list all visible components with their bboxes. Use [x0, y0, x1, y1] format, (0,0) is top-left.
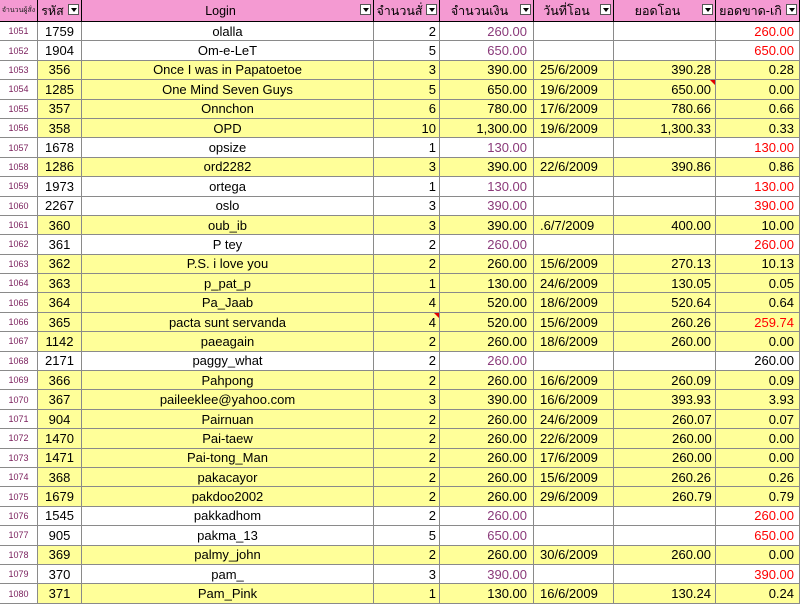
- amount-cell[interactable]: 390.00: [440, 158, 534, 177]
- qty-cell[interactable]: 1: [374, 138, 440, 157]
- transfer-date-cell[interactable]: 29/6/2009: [534, 487, 614, 506]
- qty-cell[interactable]: 5: [374, 41, 440, 60]
- qty-cell[interactable]: 5: [374, 80, 440, 99]
- header-id-label: รหัส: [41, 3, 64, 18]
- id-cell[interactable]: 357: [38, 100, 82, 119]
- table-row: [0, 371, 800, 390]
- balance-cell[interactable]: 260.00: [716, 22, 800, 41]
- amount-cell[interactable]: 390.00: [440, 390, 534, 409]
- balance-cell[interactable]: 260.00: [716, 352, 800, 371]
- transfer-date-cell[interactable]: [534, 138, 614, 157]
- header-amount[interactable]: [440, 0, 534, 22]
- header-login-label: Login: [205, 3, 236, 18]
- balance-cell[interactable]: 0.28: [716, 61, 800, 80]
- balance-cell[interactable]: 0.05: [716, 274, 800, 293]
- transferred-cell[interactable]: 520.64: [614, 293, 716, 312]
- login-cell[interactable]: One Mind Seven Guys: [82, 80, 374, 99]
- balance-cell[interactable]: 650.00: [716, 41, 800, 60]
- qty-cell[interactable]: 1: [374, 584, 440, 603]
- id-cell[interactable]: 1471: [38, 449, 82, 468]
- transferred-cell[interactable]: 260.07: [614, 410, 716, 429]
- amount-cell[interactable]: 260.00: [440, 410, 534, 429]
- amount-cell[interactable]: 260.00: [440, 487, 534, 506]
- transfer-date-cell[interactable]: 19/6/2009: [534, 119, 614, 138]
- balance-cell[interactable]: 260.00: [716, 507, 800, 526]
- table-row: [0, 584, 800, 603]
- amount-cell[interactable]: 650.00: [440, 41, 534, 60]
- table-row: [0, 138, 800, 157]
- filter-dropdown-icon[interactable]: [600, 4, 611, 15]
- amount-cell[interactable]: 260.00: [440, 507, 534, 526]
- id-cell[interactable]: 365: [38, 313, 82, 332]
- amount-cell[interactable]: 260.00: [440, 371, 534, 390]
- amount-cell[interactable]: 260.00: [440, 429, 534, 448]
- transferred-cell[interactable]: 400.00: [614, 216, 716, 235]
- transferred-cell[interactable]: [614, 526, 716, 545]
- balance-cell[interactable]: 0.86: [716, 158, 800, 177]
- amount-cell[interactable]: 520.00: [440, 293, 534, 312]
- login-cell[interactable]: olalla: [82, 22, 374, 41]
- table-row: [0, 449, 800, 468]
- id-cell[interactable]: 371: [38, 584, 82, 603]
- transfer-date-cell[interactable]: 15/6/2009: [534, 468, 614, 487]
- table-row: [0, 507, 800, 526]
- transfer-date-cell[interactable]: [534, 177, 614, 196]
- qty-cell[interactable]: 2: [374, 371, 440, 390]
- qty-cell[interactable]: 2: [374, 352, 440, 371]
- balance-cell[interactable]: 0.00: [716, 449, 800, 468]
- filter-dropdown-icon[interactable]: [702, 4, 713, 15]
- transfer-date-cell[interactable]: [534, 526, 614, 545]
- row-number-cell[interactable]: 1076: [0, 507, 38, 526]
- row-number-cell[interactable]: 1078: [0, 546, 38, 565]
- row-number-cell[interactable]: 1062: [0, 235, 38, 254]
- login-cell[interactable]: opsize: [82, 138, 374, 157]
- login-cell[interactable]: Om-e-LeT: [82, 41, 374, 60]
- header-transferred-label: ยอดโอน: [634, 3, 681, 18]
- login-cell[interactable]: pacta sunt servanda: [82, 313, 374, 332]
- transfer-date-cell[interactable]: [534, 565, 614, 584]
- transferred-cell[interactable]: 390.86: [614, 158, 716, 177]
- login-cell[interactable]: OPD: [82, 119, 374, 138]
- transferred-cell[interactable]: [614, 507, 716, 526]
- login-cell[interactable]: Pairnuan: [82, 410, 374, 429]
- id-cell[interactable]: 1285: [38, 80, 82, 99]
- header-row: [0, 0, 800, 22]
- row-number-cell[interactable]: 1063: [0, 255, 38, 274]
- balance-cell[interactable]: 10.00: [716, 216, 800, 235]
- qty-cell[interactable]: 2: [374, 332, 440, 351]
- row-number-cell[interactable]: 1068: [0, 352, 38, 371]
- transferred-cell[interactable]: [614, 41, 716, 60]
- balance-cell[interactable]: 0.26: [716, 468, 800, 487]
- transferred-cell[interactable]: 260.00: [614, 332, 716, 351]
- qty-cell[interactable]: 2: [374, 235, 440, 254]
- header-amount-label: จำนวนเงิน: [450, 3, 509, 18]
- transferred-cell[interactable]: 260.00: [614, 449, 716, 468]
- qty-cell[interactable]: 4: [374, 313, 440, 332]
- transfer-date-cell[interactable]: 22/6/2009: [534, 429, 614, 448]
- qty-cell[interactable]: 1: [374, 274, 440, 293]
- header-qty-label: จำนวนสั่: [376, 3, 423, 18]
- amount-cell[interactable]: 520.00: [440, 313, 534, 332]
- transferred-cell[interactable]: 390.28: [614, 61, 716, 80]
- qty-cell[interactable]: 2: [374, 487, 440, 506]
- balance-cell[interactable]: 0.33: [716, 119, 800, 138]
- login-cell[interactable]: Pa_Jaab: [82, 293, 374, 312]
- balance-cell[interactable]: 0.00: [716, 546, 800, 565]
- transfer-date-cell[interactable]: 17/6/2009: [534, 449, 614, 468]
- amount-cell[interactable]: 130.00: [440, 584, 534, 603]
- qty-cell[interactable]: 2: [374, 22, 440, 41]
- filter-dropdown-icon[interactable]: [426, 4, 437, 15]
- row-number-cell[interactable]: 1072: [0, 429, 38, 448]
- transfer-date-cell[interactable]: [534, 197, 614, 216]
- id-cell[interactable]: 368: [38, 468, 82, 487]
- transfer-date-cell[interactable]: 24/6/2009: [534, 410, 614, 429]
- amount-cell[interactable]: 260.00: [440, 546, 534, 565]
- header-login[interactable]: [82, 0, 374, 22]
- login-cell[interactable]: Pai-tong_Man: [82, 449, 374, 468]
- row-number-cell[interactable]: 1053: [0, 61, 38, 80]
- transfer-date-cell[interactable]: 18/6/2009: [534, 293, 614, 312]
- transferred-cell[interactable]: [614, 22, 716, 41]
- id-cell[interactable]: 358: [38, 119, 82, 138]
- qty-cell[interactable]: 2: [374, 468, 440, 487]
- transfer-date-cell[interactable]: [534, 41, 614, 60]
- balance-cell[interactable]: 0.79: [716, 487, 800, 506]
- transfer-date-cell[interactable]: [534, 352, 614, 371]
- row-number-cell[interactable]: 1070: [0, 390, 38, 409]
- id-cell[interactable]: 362: [38, 255, 82, 274]
- table-body: [0, 22, 800, 604]
- row-number-cell[interactable]: 1051: [0, 22, 38, 41]
- balance-cell[interactable]: 130.00: [716, 138, 800, 157]
- row-number-cell[interactable]: 1067: [0, 332, 38, 351]
- balance-cell[interactable]: 0.64: [716, 293, 800, 312]
- table-row: [0, 332, 800, 351]
- transfer-date-cell[interactable]: [534, 235, 614, 254]
- row-number-cell[interactable]: 1060: [0, 197, 38, 216]
- balance-cell[interactable]: 0.00: [716, 429, 800, 448]
- balance-cell[interactable]: 0.66: [716, 100, 800, 119]
- amount-cell[interactable]: 780.00: [440, 100, 534, 119]
- transferred-cell[interactable]: 650.00: [614, 80, 716, 99]
- table-row: [0, 41, 800, 60]
- login-cell[interactable]: Pam_Pink: [82, 584, 374, 603]
- id-cell[interactable]: 1545: [38, 507, 82, 526]
- amount-cell[interactable]: 130.00: [440, 138, 534, 157]
- amount-cell[interactable]: 260.00: [440, 449, 534, 468]
- id-cell[interactable]: 364: [38, 293, 82, 312]
- balance-cell[interactable]: 0.09: [716, 371, 800, 390]
- transferred-cell[interactable]: 260.00: [614, 546, 716, 565]
- transferred-cell[interactable]: 780.66: [614, 100, 716, 119]
- header-transfer-date-label: วันที่โอน: [543, 3, 590, 18]
- login-cell[interactable]: paeagain: [82, 332, 374, 351]
- amount-cell[interactable]: 260.00: [440, 235, 534, 254]
- header-balance[interactable]: [716, 0, 800, 22]
- login-cell[interactable]: pam_: [82, 565, 374, 584]
- amount-cell[interactable]: 1,300.00: [440, 119, 534, 138]
- balance-cell[interactable]: 260.00: [716, 235, 800, 254]
- table-row: [0, 100, 800, 119]
- qty-cell[interactable]: 2: [374, 410, 440, 429]
- row-number-cell[interactable]: 1074: [0, 468, 38, 487]
- login-cell[interactable]: paggy_what: [82, 352, 374, 371]
- table-row: [0, 546, 800, 565]
- login-cell[interactable]: oub_ib: [82, 216, 374, 235]
- row-number-cell[interactable]: 1064: [0, 274, 38, 293]
- balance-cell[interactable]: 259.74: [716, 313, 800, 332]
- amount-cell[interactable]: 390.00: [440, 216, 534, 235]
- amount-cell[interactable]: 260.00: [440, 468, 534, 487]
- amount-cell[interactable]: 650.00: [440, 526, 534, 545]
- table-row: [0, 487, 800, 506]
- login-cell[interactable]: Once I was in Papatoetoe: [82, 61, 374, 80]
- filter-dropdown-icon[interactable]: [68, 4, 79, 15]
- id-cell[interactable]: 1678: [38, 138, 82, 157]
- id-cell[interactable]: 1470: [38, 429, 82, 448]
- transfer-date-cell[interactable]: 19/6/2009: [534, 80, 614, 99]
- id-cell[interactable]: 1904: [38, 41, 82, 60]
- id-cell[interactable]: 2171: [38, 352, 82, 371]
- balance-cell[interactable]: 0.00: [716, 80, 800, 99]
- balance-cell[interactable]: 0.07: [716, 410, 800, 429]
- qty-cell[interactable]: 3: [374, 158, 440, 177]
- transferred-cell[interactable]: 260.09: [614, 371, 716, 390]
- amount-cell[interactable]: 260.00: [440, 255, 534, 274]
- amount-cell[interactable]: 130.00: [440, 177, 534, 196]
- table-row: [0, 468, 800, 487]
- row-number-cell[interactable]: 1052: [0, 41, 38, 60]
- transfer-date-cell[interactable]: 16/6/2009: [534, 390, 614, 409]
- transfer-date-cell[interactable]: 25/6/2009: [534, 61, 614, 80]
- transferred-cell[interactable]: [614, 138, 716, 157]
- table-row: [0, 293, 800, 312]
- transfer-date-cell[interactable]: 18/6/2009: [534, 332, 614, 351]
- amount-cell[interactable]: 260.00: [440, 352, 534, 371]
- login-cell[interactable]: paileeklee@yahoo.com: [82, 390, 374, 409]
- id-cell[interactable]: 360: [38, 216, 82, 235]
- transfer-date-cell[interactable]: [534, 22, 614, 41]
- row-number-cell[interactable]: 1079: [0, 565, 38, 584]
- transferred-cell[interactable]: [614, 565, 716, 584]
- qty-cell[interactable]: 6: [374, 100, 440, 119]
- id-cell[interactable]: 370: [38, 565, 82, 584]
- transferred-cell[interactable]: [614, 177, 716, 196]
- row-number-cell[interactable]: 1071: [0, 410, 38, 429]
- id-cell[interactable]: 369: [38, 546, 82, 565]
- row-number-cell[interactable]: 1054: [0, 80, 38, 99]
- qty-cell[interactable]: 2: [374, 255, 440, 274]
- id-cell[interactable]: 356: [38, 61, 82, 80]
- table-row: [0, 352, 800, 371]
- table-row: [0, 390, 800, 409]
- transferred-cell[interactable]: 260.00: [614, 429, 716, 448]
- header-transferred[interactable]: [614, 0, 716, 22]
- row-number-cell[interactable]: 1069: [0, 371, 38, 390]
- id-cell[interactable]: 361: [38, 235, 82, 254]
- transfer-date-cell[interactable]: 16/6/2009: [534, 584, 614, 603]
- login-cell[interactable]: pakkadhom: [82, 507, 374, 526]
- transferred-cell[interactable]: 130.24: [614, 584, 716, 603]
- login-cell[interactable]: pakma_13: [82, 526, 374, 545]
- qty-cell[interactable]: 10: [374, 119, 440, 138]
- amount-cell[interactable]: 650.00: [440, 80, 534, 99]
- amount-cell[interactable]: 390.00: [440, 197, 534, 216]
- qty-cell[interactable]: 5: [374, 526, 440, 545]
- login-cell[interactable]: Pahpong: [82, 371, 374, 390]
- amount-cell[interactable]: 260.00: [440, 332, 534, 351]
- transferred-cell[interactable]: 260.26: [614, 468, 716, 487]
- transfer-date-cell[interactable]: .6/7/2009: [534, 216, 614, 235]
- balance-cell[interactable]: 0.00: [716, 332, 800, 351]
- login-cell[interactable]: P.S. i love you: [82, 255, 374, 274]
- amount-cell[interactable]: 260.00: [440, 22, 534, 41]
- login-cell[interactable]: Pai-taew: [82, 429, 374, 448]
- header-qty[interactable]: [374, 0, 440, 22]
- header-id[interactable]: [38, 0, 82, 22]
- header-transfer-date[interactable]: [534, 0, 614, 22]
- transfer-date-cell[interactable]: [534, 507, 614, 526]
- row-number-cell[interactable]: 1061: [0, 216, 38, 235]
- login-cell[interactable]: Onnchon: [82, 100, 374, 119]
- row-number-cell[interactable]: 1055: [0, 100, 38, 119]
- id-cell[interactable]: 366: [38, 371, 82, 390]
- transferred-cell[interactable]: 393.93: [614, 390, 716, 409]
- table-row: [0, 235, 800, 254]
- transferred-cell[interactable]: 270.13: [614, 255, 716, 274]
- header-balance-label: ยอดขาด-เกิ: [719, 3, 782, 18]
- transferred-cell[interactable]: 130.05: [614, 274, 716, 293]
- login-cell[interactable]: pakacayor: [82, 468, 374, 487]
- table-row: [0, 274, 800, 293]
- row-number-cell[interactable]: 1077: [0, 526, 38, 545]
- table-row: [0, 158, 800, 177]
- row-number-cell[interactable]: 1066: [0, 313, 38, 332]
- row-number-cell[interactable]: 1057: [0, 138, 38, 157]
- row-number-cell[interactable]: 1058: [0, 158, 38, 177]
- table-row: [0, 526, 800, 545]
- table-row: [0, 313, 800, 332]
- qty-cell[interactable]: 4: [374, 293, 440, 312]
- amount-cell[interactable]: 390.00: [440, 61, 534, 80]
- balance-cell[interactable]: 3.93: [716, 390, 800, 409]
- id-cell[interactable]: 363: [38, 274, 82, 293]
- transfer-date-cell[interactable]: 22/6/2009: [534, 158, 614, 177]
- table-row: [0, 255, 800, 274]
- row-number-cell[interactable]: 1065: [0, 293, 38, 312]
- transferred-cell[interactable]: 1,300.33: [614, 119, 716, 138]
- id-cell[interactable]: 1973: [38, 177, 82, 196]
- balance-cell[interactable]: 650.00: [716, 526, 800, 545]
- transfer-date-cell[interactable]: 30/6/2009: [534, 546, 614, 565]
- transferred-cell[interactable]: 260.26: [614, 313, 716, 332]
- login-cell[interactable]: ortega: [82, 177, 374, 196]
- balance-cell[interactable]: 130.00: [716, 177, 800, 196]
- transferred-cell[interactable]: [614, 197, 716, 216]
- qty-cell[interactable]: 2: [374, 507, 440, 526]
- table-row: [0, 410, 800, 429]
- table-row: [0, 197, 800, 216]
- transferred-cell[interactable]: [614, 235, 716, 254]
- row-number-cell[interactable]: 1059: [0, 177, 38, 196]
- login-cell[interactable]: palmy_john: [82, 546, 374, 565]
- login-cell[interactable]: ord2282: [82, 158, 374, 177]
- filter-dropdown-icon[interactable]: [520, 4, 531, 15]
- transfer-date-cell[interactable]: 17/6/2009: [534, 100, 614, 119]
- row-number-cell[interactable]: 1080: [0, 584, 38, 603]
- balance-cell[interactable]: 390.00: [716, 565, 800, 584]
- balance-cell[interactable]: 10.13: [716, 255, 800, 274]
- header-row-number: จำนวนผู้สั่ง: [0, 0, 38, 22]
- table-row: [0, 80, 800, 99]
- transfer-date-cell[interactable]: 15/6/2009: [534, 313, 614, 332]
- id-cell[interactable]: 1142: [38, 332, 82, 351]
- qty-cell[interactable]: 1: [374, 177, 440, 196]
- filter-dropdown-icon[interactable]: [786, 4, 797, 15]
- row-number-cell[interactable]: 1073: [0, 449, 38, 468]
- qty-cell[interactable]: 2: [374, 429, 440, 448]
- qty-cell[interactable]: 3: [374, 216, 440, 235]
- transfer-date-cell[interactable]: 15/6/2009: [534, 255, 614, 274]
- qty-cell[interactable]: 2: [374, 546, 440, 565]
- table-row: [0, 565, 800, 584]
- transfer-date-cell[interactable]: 16/6/2009: [534, 371, 614, 390]
- login-cell[interactable]: pakdoo2002: [82, 487, 374, 506]
- amount-cell[interactable]: 130.00: [440, 274, 534, 293]
- id-cell[interactable]: 904: [38, 410, 82, 429]
- qty-cell[interactable]: 3: [374, 197, 440, 216]
- id-cell[interactable]: 2267: [38, 197, 82, 216]
- amount-cell[interactable]: 390.00: [440, 565, 534, 584]
- login-cell[interactable]: oslo: [82, 197, 374, 216]
- qty-cell[interactable]: 3: [374, 390, 440, 409]
- id-cell[interactable]: 905: [38, 526, 82, 545]
- table-row: [0, 429, 800, 448]
- balance-cell[interactable]: 0.24: [716, 584, 800, 603]
- transferred-cell[interactable]: [614, 352, 716, 371]
- table-row: [0, 22, 800, 41]
- qty-cell[interactable]: 3: [374, 565, 440, 584]
- login-cell[interactable]: p_pat_p: [82, 274, 374, 293]
- filter-dropdown-icon[interactable]: [360, 4, 371, 15]
- id-cell[interactable]: 1759: [38, 22, 82, 41]
- qty-cell[interactable]: 2: [374, 449, 440, 468]
- id-cell[interactable]: 1286: [38, 158, 82, 177]
- row-number-cell[interactable]: 1075: [0, 487, 38, 506]
- id-cell[interactable]: 367: [38, 390, 82, 409]
- balance-cell[interactable]: 390.00: [716, 197, 800, 216]
- qty-cell[interactable]: 3: [374, 61, 440, 80]
- row-number-cell[interactable]: 1056: [0, 119, 38, 138]
- transferred-cell[interactable]: 260.79: [614, 487, 716, 506]
- table-row: [0, 61, 800, 80]
- table-row: [0, 177, 800, 196]
- table-row: [0, 119, 800, 138]
- transfer-date-cell[interactable]: 24/6/2009: [534, 274, 614, 293]
- table-row: [0, 216, 800, 235]
- id-cell[interactable]: 1679: [38, 487, 82, 506]
- login-cell[interactable]: P tey: [82, 235, 374, 254]
